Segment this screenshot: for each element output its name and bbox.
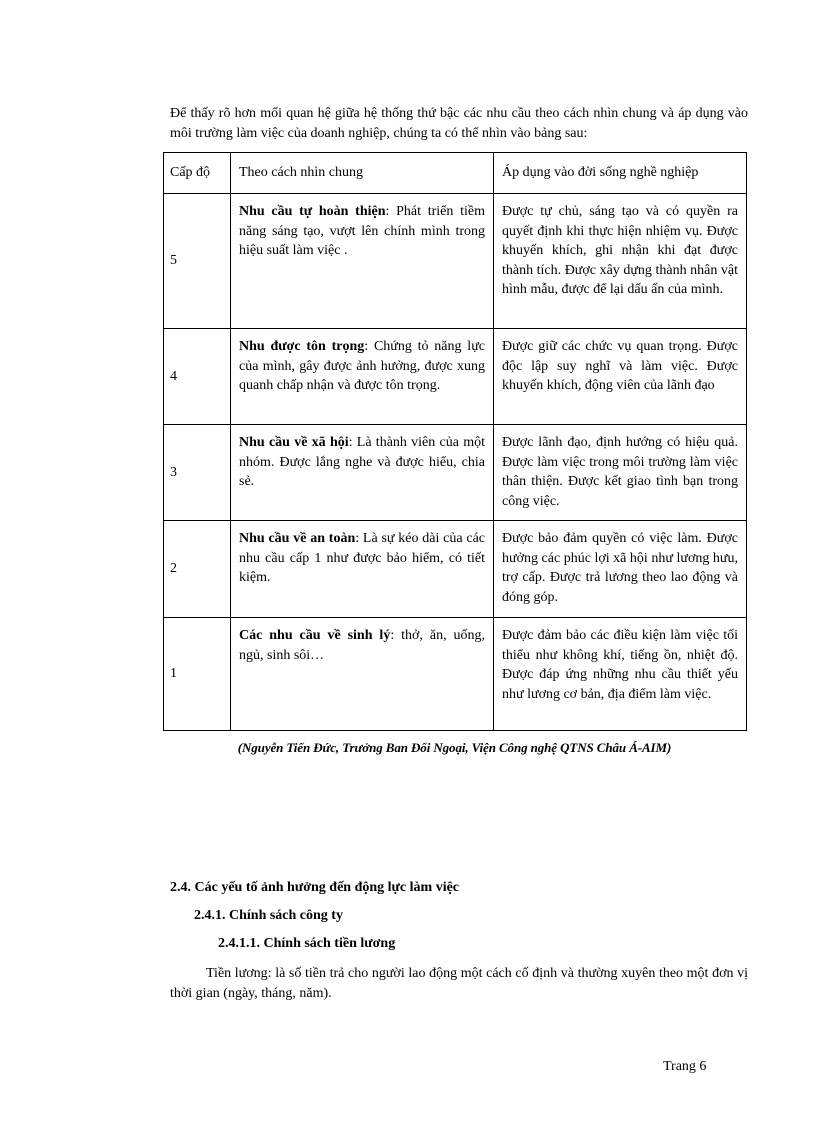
page-number: Trang 6 [663,1059,707,1074]
general-cell [231,425,494,521]
table-row [164,329,747,425]
level-cell: 2 [164,521,231,618]
general-cell [231,521,494,618]
need-title: Nhu được tôn trọng [239,339,365,354]
need-text: : Phát triển tiềm năng sáng tạo, vượt lên chính mình trong hiệu suất làm việc . [239,204,485,258]
need-text: : Chứng tỏ năng lực của mình, gây được ảnh hưởng, được xung quanh chấp nhận và được tôn trọng. [239,339,485,393]
table-row [164,618,747,731]
applied-cell: Được đảm bảo các điều kiện làm việc tối thiểu như không khí, tiếng ồn, nhiệt độ. Được đáp ứng những nhu cầu thiết yếu như lương cơ bản, địa điểm làm việc. [494,618,747,731]
need-title: Nhu cầu tự hoàn thiện [239,204,386,219]
table-row [164,425,747,521]
general-cell [231,329,494,425]
level-cell: 5 [164,194,231,329]
applied-cell: Được bảo đảm quyền có việc làm. Được hưởng các phúc lợi xã hội như lương hưu, trợ cấp. Được trả lương theo lao động và đóng góp. [494,521,747,618]
intro-paragraph: Để thấy rõ hơn mối quan hệ giữa hệ thống thứ bậc các nhu cầu theo cách nhìn chung và áp dụng vào môi trường làm việc của doanh nghiệp, chúng ta có thể nhìn vào bảng sau: [170,106,748,141]
table-row [164,521,747,618]
level-cell: 3 [164,425,231,521]
table-source-caption: (Nguyễn Tiến Đức, Trưởng Ban Đối Ngoại, Viện Công nghệ QTNS Châu Á-AIM) [237,740,672,755]
level-cell: 1 [164,618,231,731]
applied-cell: Được tự chủ, sáng tạo và có quyền ra quyết định khi thực hiện nhiệm vụ. Được khuyến khích, ghi nhận khi đạt được thành tích. Được xây dựng thành nhân vật hình mẫu, được để lại dấu ấn của mình. [494,194,747,329]
body-paragraph: Tiền lương: là số tiền trả cho người lao động một cách cố định và thường xuyên theo một đơn vị thời gian (ngày, tháng, năm). [170,966,748,1001]
subsubsection-heading: 2.4.1.1. Chính sách tiền lương [218,936,396,951]
need-text: : thở, ăn, uống, ngủ, sinh sôi… [239,628,485,663]
header-applied: Áp dụng vào đời sống nghề nghiệp [494,153,747,194]
needs-table [163,152,747,731]
header-level: Cấp độ [164,153,231,194]
section-heading: 2.4. Các yếu tố ảnh hưởng đến động lực làm việc [170,880,460,895]
need-title: Nhu cầu về xã hội [239,435,349,450]
applied-cell: Được lãnh đạo, định hướng có hiệu quả. Được làm việc trong môi trường làm việc thân thiện. Được kết giao tình bạn trong công việc. [494,425,747,521]
need-text: : Là sự kéo dài của các nhu cầu cấp 1 như được bảo hiểm, có tiết kiệm. [239,531,485,585]
table-header-row [164,153,747,194]
header-general: Theo cách nhìn chung [231,153,494,194]
table-row [164,194,747,329]
need-text: : Là thành viên của một nhóm. Được lắng nghe và được hiểu, chia sẻ. [239,435,485,489]
subsection-heading: 2.4.1. Chính sách công ty [194,908,343,923]
need-title: Các nhu cầu về sinh lý [239,628,391,643]
general-cell [231,618,494,731]
level-cell: 4 [164,329,231,425]
applied-cell: Được giữ các chức vụ quan trọng. Được độc lập suy nghĩ và làm việc. Được khuyến khích, động viên của lãnh đạo [494,329,747,425]
need-title: Nhu cầu về an toàn [239,531,356,546]
general-cell [231,194,494,329]
